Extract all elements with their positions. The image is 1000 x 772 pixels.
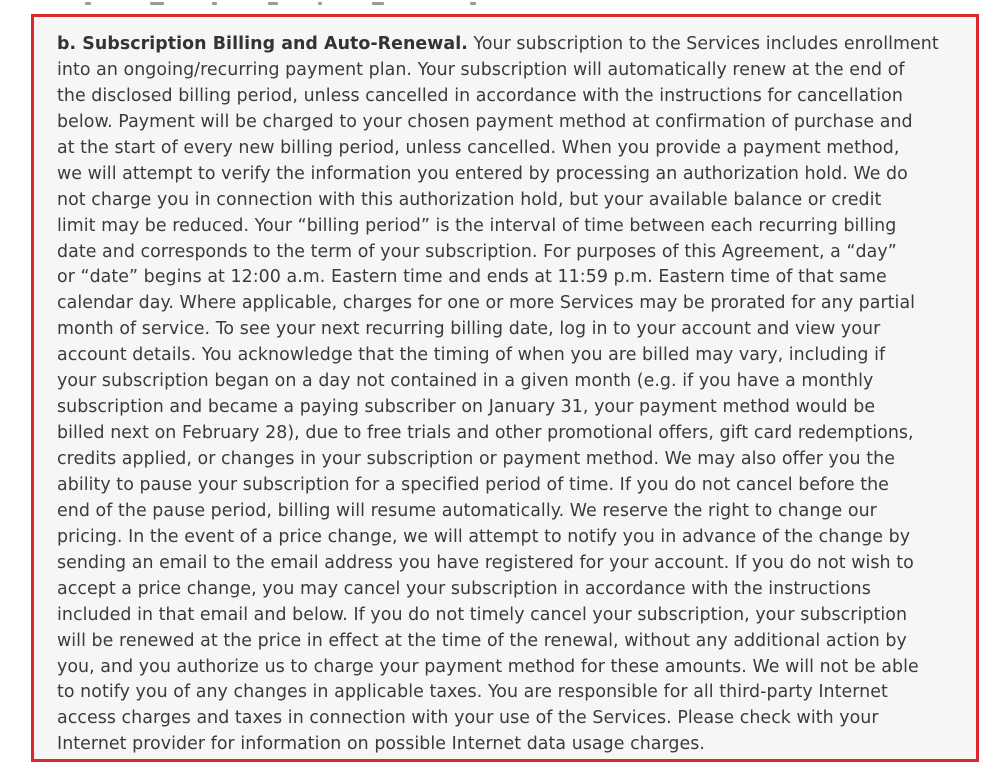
paragraph-line: billed next on February 28), due to free trials and other promotional offers, gift card redemptions, [57, 423, 914, 444]
paragraph-line: Internet provider for information on possible Internet data usage charges. [57, 734, 705, 755]
paragraph-line: ability to pause your subscription for a specified period of time. If you do not cancel before the [57, 474, 889, 495]
paragraph-line: the disclosed billing period, unless cancelled in accordance with the instructions for cancellation [57, 85, 903, 106]
section-paragraph [57, 32, 957, 758]
paragraph-line: or “date” begins at 12:00 a.m. Eastern time and ends at 11:59 p.m. Eastern time of that same [57, 267, 887, 288]
paragraph-line: credits applied, or changes in your subscription or payment method. We may also offer you the [57, 449, 895, 469]
paragraph-line: month of service. To see your next recurring billing date, log in to your account and view your [57, 319, 881, 340]
paragraph-line: to notify you of any changes in applicable taxes. You are responsible for all third-party Internet [57, 682, 888, 703]
paragraph-line: accept a price change, you may cancel your subscription in accordance with the instructions [57, 578, 871, 599]
paragraph-line: not charge you in connection with this authorization hold, but your available balance or credit [57, 189, 882, 210]
paragraph-line: limit may be reduced. Your “billing period” is the interval of time between each recurring billing [57, 215, 897, 236]
paragraph-line: pricing. In the event of a price change, we will attempt to notify you in advance of the change by [57, 526, 911, 547]
paragraph-line: end of the pause period, billing will resume automatically. We reserve the right to change our [57, 500, 877, 521]
paragraph-line: access charges and taxes in connection with your use of the Services. Please check with your [57, 708, 879, 729]
paragraph-line: included in that email and below. If you do not timely cancel your subscription, your subscription [57, 604, 908, 625]
paragraph-line: will be renewed at the price in effect at the time of the renewal, without any additional action by [57, 630, 907, 651]
paragraph-line: sending an email to the email address you have registered for your account. If you do not wish to [57, 552, 914, 573]
paragraph-line [57, 32, 957, 58]
section-heading: b. Subscription Billing and Auto-Renewal. [57, 34, 468, 54]
paragraph-line: your subscription began on a day not contained in a given month (e.g. if you have a monthly [57, 371, 874, 392]
paragraph-line: into an ongoing/recurring payment plan. Your subscription will automatically renew at the end of [57, 59, 905, 80]
paragraph-line: account details. You acknowledge that the timing of when you are billed may vary, including if [57, 345, 886, 366]
cut-off-previous-text [0, 0, 1000, 8]
paragraph-text: Your subscription to the Services includes enrollment [467, 34, 939, 54]
paragraph-line: date and corresponds to the term of your subscription. For purposes of this Agreement, a “day” [57, 241, 897, 262]
paragraph-line: we will attempt to verify the information you entered by processing an authorization hold. We do [57, 163, 908, 184]
paragraph-line: at the start of every new billing period, unless cancelled. When you provide a payment method, [57, 137, 900, 158]
paragraph-line: subscription and became a paying subscriber on January 31, your payment method would be [57, 397, 876, 418]
paragraph-line: you, and you authorize us to charge your payment method for these amounts. We will not be able [57, 656, 919, 677]
paragraph-line: below. Payment will be charged to your chosen payment method at confirmation of purchase and [57, 111, 913, 132]
paragraph-line: calendar day. Where applicable, charges for one or more Services may be prorated for any partial [57, 293, 916, 314]
